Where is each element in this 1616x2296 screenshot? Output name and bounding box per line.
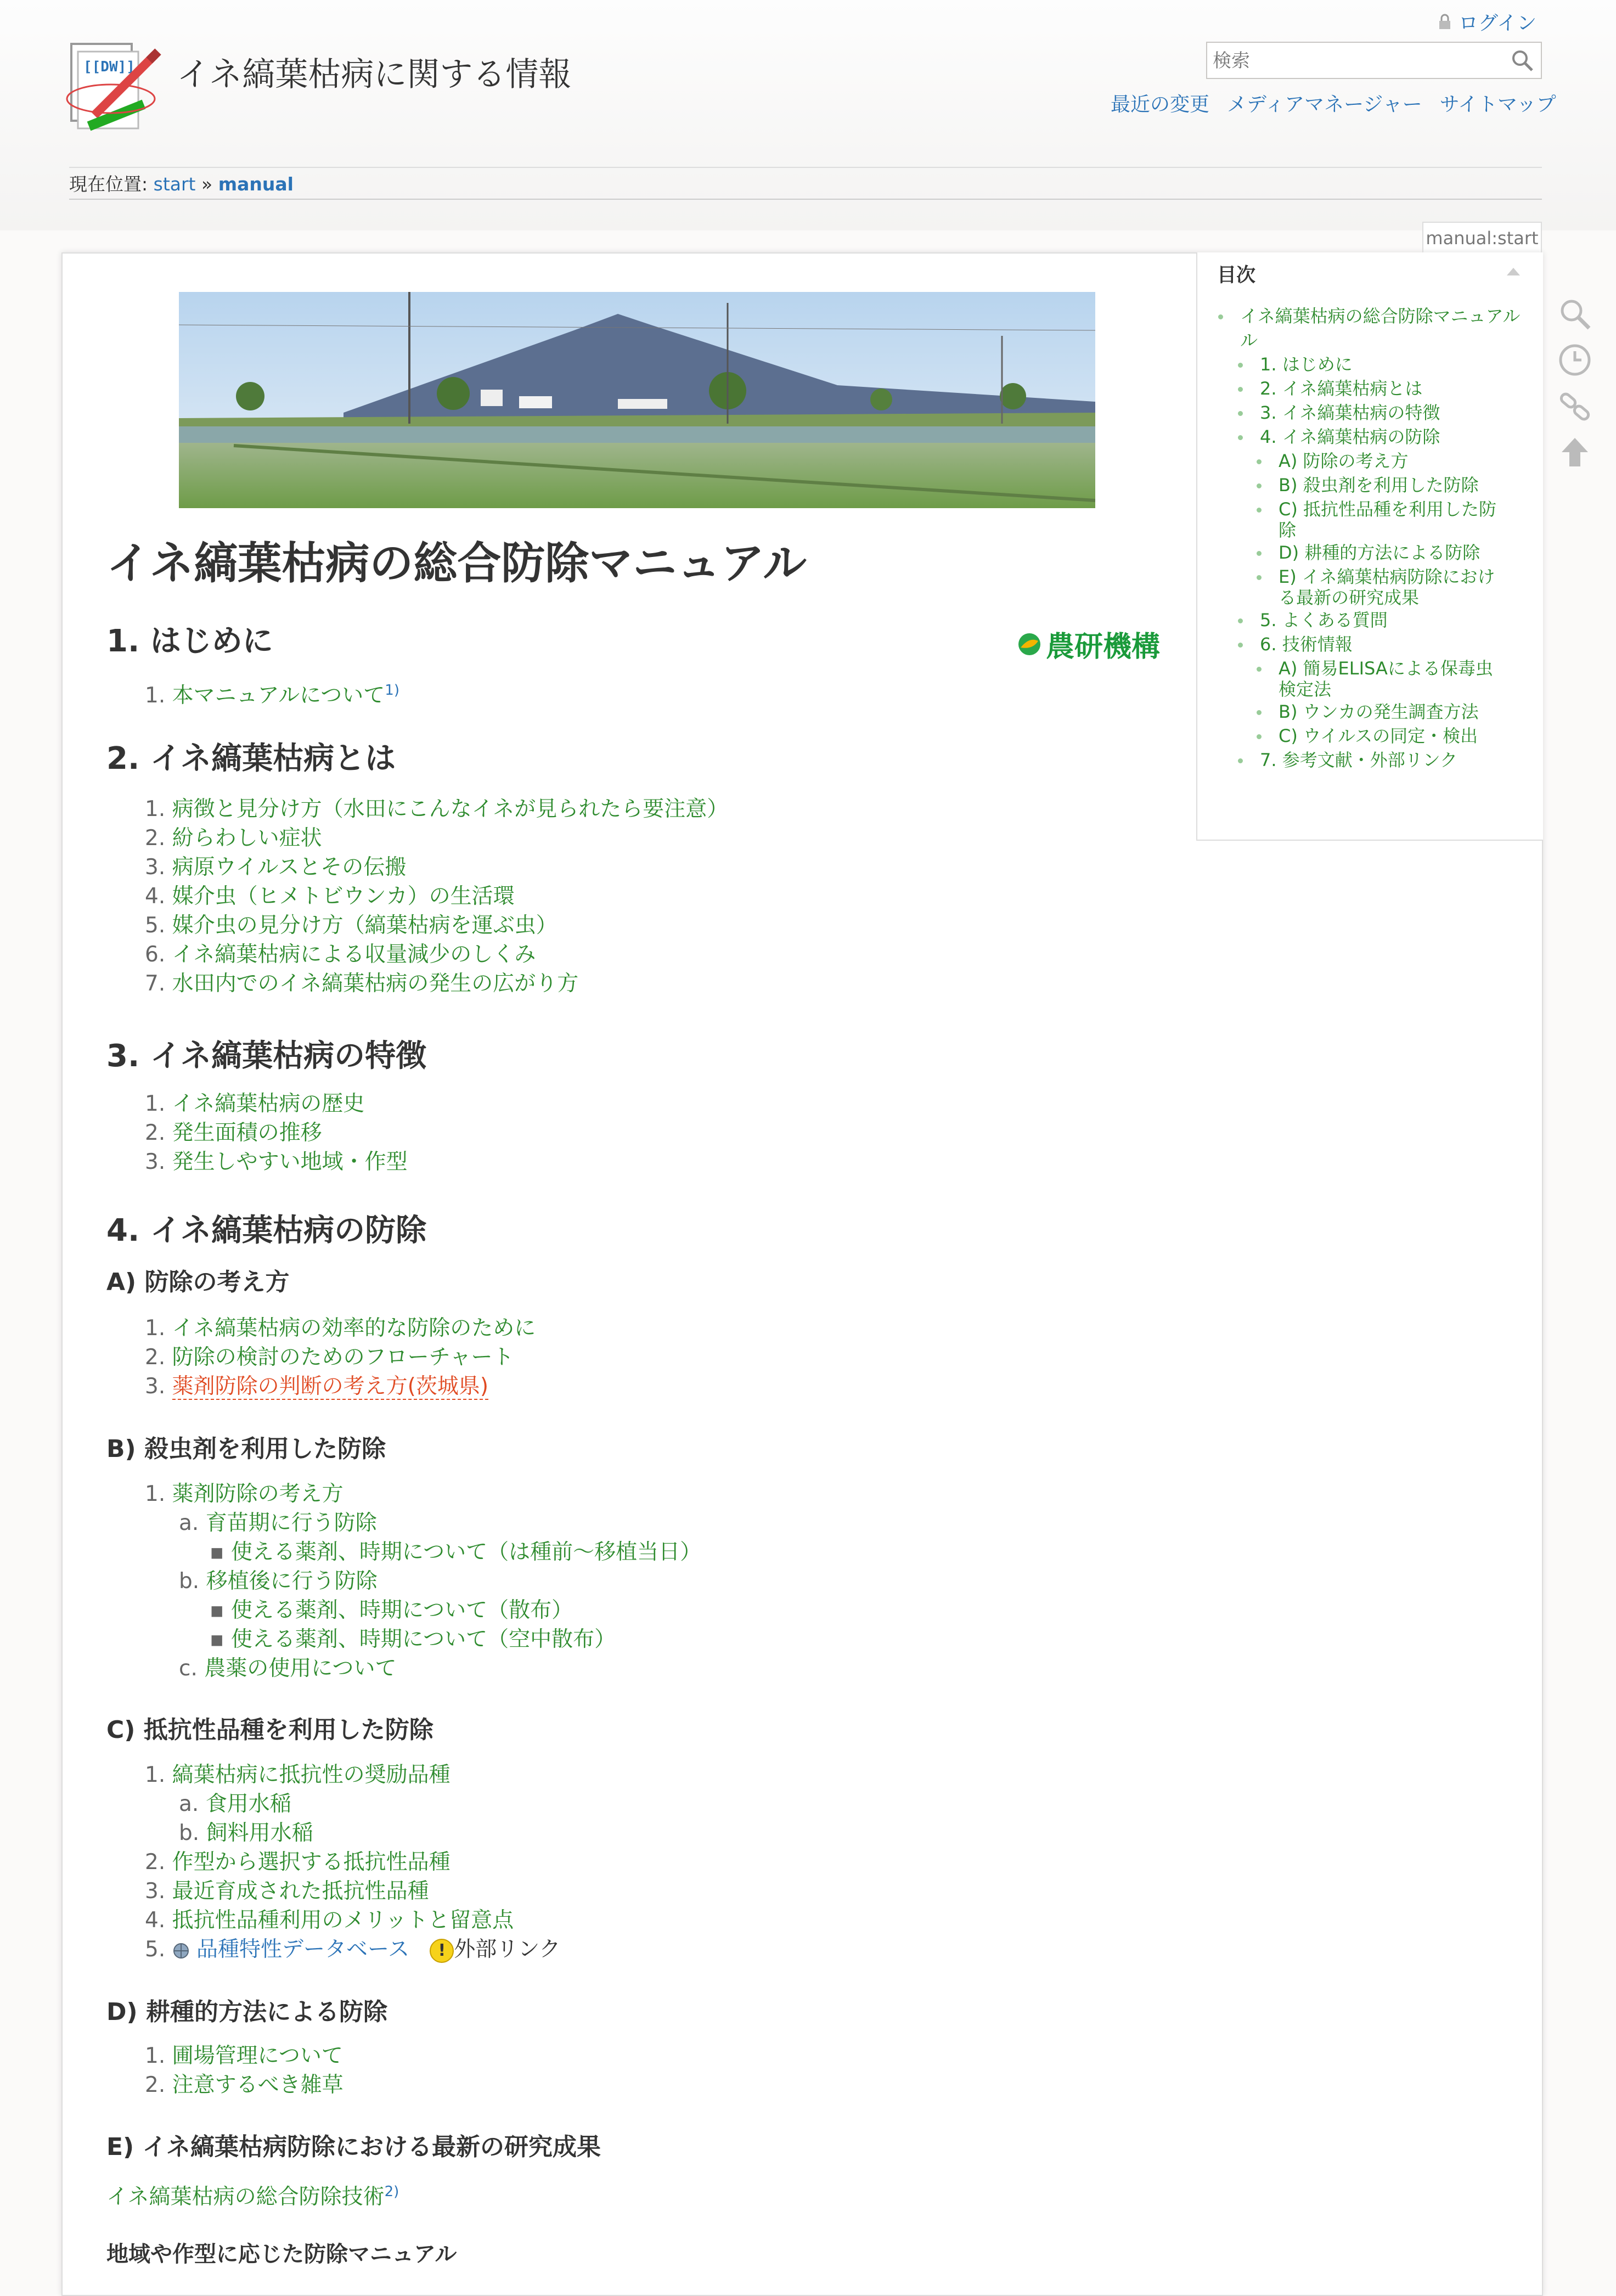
list-item: 3. 最近育成された抵抗性品種 <box>145 1879 429 1904</box>
list-item: c. 農薬の使用について <box>179 1656 397 1681</box>
list-link[interactable]: 注意するべき雑草 <box>172 2073 344 2097</box>
list-link[interactable]: 紛らわしい症状 <box>172 826 322 851</box>
list-link[interactable]: 縞葉枯病に抵抗性の奨励品種 <box>172 1763 451 1787</box>
ordered-list <box>145 2041 344 2100</box>
list-item: ▪ 使える薬剤、時期について（は種前～移植当日） <box>210 1540 702 1565</box>
list-link[interactable]: 媒介虫の見分け方（縞葉枯病を運ぶ虫） <box>172 913 558 938</box>
naro-leaf-icon <box>1016 631 1043 657</box>
list-item: 1. 病徴と見分け方（水田にこんなイネが見られたら要注意） <box>145 797 729 821</box>
svg-text:[[DW]]: [[DW]] <box>83 59 135 75</box>
toc-item[interactable]: D) 耕種的方法による防除 <box>1257 541 1525 565</box>
naro-logo-text: 農研機構 <box>1046 631 1161 663</box>
toc-item[interactable]: E) イネ縞葉枯病防除におけ <box>1257 565 1525 587</box>
media-manager-link[interactable]: メディアマネージャー <box>1227 93 1422 116</box>
list-item: 2. 発生面積の推移 <box>145 1121 322 1145</box>
ordered-list <box>145 1089 408 1177</box>
list-link[interactable]: 媒介虫（ヒメトビウンカ）の生活環 <box>172 884 515 909</box>
toc-item[interactable]: A) 簡易ELISAによる保毒虫 <box>1257 656 1525 679</box>
lock-icon <box>1438 14 1452 30</box>
warning-icon: ! <box>430 1939 454 1963</box>
breadcrumb-current[interactable]: manual <box>218 173 294 195</box>
search-box <box>1206 42 1542 79</box>
toc-item-cont[interactable]: ル <box>1240 330 1258 351</box>
toc-item[interactable]: 1. はじめに <box>1238 352 1525 376</box>
toc-item[interactable]: A) 防除の考え方 <box>1257 449 1525 473</box>
list-item: 1. イネ縞葉枯病の歴史 <box>145 1091 365 1116</box>
list-link[interactable]: 防除の検討のためのフローチャート <box>172 1345 514 1370</box>
external-link[interactable]: 品種特性データベース <box>196 1937 410 1962</box>
list-item: 1. 縞葉枯病に抵抗性の奨励品種 <box>145 1763 451 1787</box>
toc-item[interactable]: 2. イネ縞葉枯病とは <box>1238 376 1525 401</box>
missing-page-link[interactable]: 薬剤防除の判断の考え方(茨城県) <box>172 1374 489 1399</box>
footnote-ref[interactable]: 2) <box>384 2184 399 2200</box>
toc-title[interactable]: 目次 <box>1217 265 1256 286</box>
subheading: 地域や作型に応じた防除マニュアル <box>106 2242 457 2267</box>
list-item: ▪ 使える薬剤、時期について（空中散布） <box>210 1627 616 1652</box>
recent-changes-link[interactable]: 最近の変更 <box>1111 93 1210 116</box>
breadcrumb-separator: » <box>201 173 213 195</box>
list-item: 3. 病原ウイルスとその伝搬 <box>145 855 407 880</box>
list-link[interactable]: 抵抗性品種利用のメリットと留意点 <box>172 1908 514 1933</box>
list-link[interactable]: 病原ウイルスとその伝搬 <box>172 855 407 880</box>
toc-list <box>1218 304 1525 772</box>
toc-item[interactable]: C) ウイルスの同定・検出 <box>1257 724 1525 748</box>
toc-toggle-icon[interactable] <box>1507 268 1520 275</box>
subsection-heading: E) イネ縞葉枯病防除における最新の研究成果 <box>106 2133 601 2161</box>
toc-item-cont[interactable]: 検定法 <box>1279 679 1332 700</box>
backlinks-icon[interactable] <box>1557 389 1592 424</box>
subsection-heading: B) 殺虫剤を利用した防除 <box>106 1435 386 1463</box>
ordered-list <box>145 795 728 998</box>
back-to-top-icon[interactable] <box>1557 435 1592 470</box>
list-item: a. 育苗期に行う防除 <box>179 1511 377 1535</box>
ordered-list <box>145 1760 561 1964</box>
naro-logo <box>1016 623 1160 665</box>
login-link[interactable] <box>1438 8 1536 36</box>
subsection-heading: A) 防除の考え方 <box>106 1268 290 1296</box>
list-link[interactable]: 移植後に行う防除 <box>206 1569 378 1594</box>
toc-item-cont[interactable]: 除 <box>1279 520 1297 541</box>
list-item: b. 移植後に行う防除 <box>179 1569 378 1594</box>
subsection-heading: C) 抵抗性品種を利用した防除 <box>106 1716 433 1744</box>
list-link[interactable]: 病徴と見分け方（水田にこんなイネが見られたら要注意） <box>172 797 729 821</box>
list-item: 1. 本マニュアルについて$^{1)}$ <box>145 682 399 708</box>
toc-item[interactable]: B) 殺虫剤を利用した防除 <box>1257 473 1525 497</box>
search-icon[interactable] <box>1510 48 1534 72</box>
list-item: 5. 品種特性データベース ! 外部リンク <box>145 1937 561 1962</box>
list-item: 2. 紛らわしい症状 <box>145 826 322 851</box>
list-item: 1. 薬剤防除の考え方 <box>145 1482 344 1506</box>
paragraph <box>106 2177 399 2211</box>
list-link[interactable]: 農薬の使用について <box>204 1656 397 1681</box>
breadcrumb <box>69 170 294 196</box>
globe-icon <box>172 1942 190 1960</box>
list-link[interactable]: 本マニュアルについて <box>172 683 385 708</box>
list-item: 3. 発生しやすい地域・作型 <box>145 1150 408 1174</box>
list-item: 3. 薬剤防除の判断の考え方(茨城県) <box>145 1374 489 1399</box>
login-label: ログイン <box>1459 12 1537 35</box>
list-link[interactable]: 発生しやすい地域・作型 <box>172 1150 408 1174</box>
site-logo[interactable] <box>61 33 164 135</box>
list-item: 1. 圃場管理について <box>145 2044 343 2068</box>
section-heading: 2. イネ縞葉枯病とは <box>106 741 396 776</box>
list-item: 4. 媒介虫（ヒメトビウンカ）の生活環 <box>145 884 515 909</box>
list-link[interactable]: 育苗期に行う防除 <box>205 1511 377 1535</box>
toc-item[interactable]: C) 抵抗性品種を利用した防 <box>1257 497 1525 520</box>
list-link[interactable]: イネ縞葉枯病の歴史 <box>172 1091 365 1116</box>
list-link[interactable]: 食用水稲 <box>205 1792 291 1816</box>
list-link[interactable]: イネ縞葉枯病による収量減少のしくみ <box>172 942 536 967</box>
list-link[interactable]: 水田内でのイネ縞葉枯病の発生の広がり方 <box>172 971 579 996</box>
toc-item[interactable]: 6. 技術情報 <box>1238 632 1525 656</box>
search-icon[interactable] <box>1557 296 1592 331</box>
breadcrumb-start[interactable]: start <box>153 173 196 195</box>
page-id: manual:start <box>1422 222 1542 254</box>
ordered-list <box>145 1314 536 1401</box>
list-item: 2. 防除の検討のためのフローチャート <box>145 1345 514 1370</box>
list-item: 6. イネ縞葉枯病による収量減少のしくみ <box>145 942 536 967</box>
breadcrumb-label: 現在位置: <box>69 173 148 195</box>
section-heading: 3. イネ縞葉枯病の特徴 <box>106 1038 427 1074</box>
banner-image <box>179 292 1095 508</box>
search-input[interactable] <box>1212 46 1499 76</box>
list-link[interactable]: 使える薬剤、時期について（は種前～移植当日） <box>230 1540 702 1565</box>
list-link[interactable]: 発生面積の推移 <box>172 1121 322 1145</box>
list-item: b. 飼料用水稲 <box>179 1821 313 1845</box>
history-icon[interactable] <box>1557 342 1592 378</box>
list-link[interactable]: イネ縞葉枯病の効率的な防除のために <box>172 1316 536 1341</box>
external-link-note: 外部リンク <box>454 1937 561 1962</box>
page-tools <box>1557 296 1592 481</box>
toc-item-cont[interactable]: る最新の研究成果 <box>1279 587 1420 608</box>
list-link[interactable]: 薬剤防除の考え方 <box>172 1482 344 1506</box>
site-title[interactable]: イネ縞葉枯病に関する情報 <box>177 55 572 94</box>
list-item: a. 食用水稲 <box>179 1792 291 1816</box>
divider <box>69 199 1542 200</box>
section-heading: 1. はじめに <box>106 623 273 659</box>
list-item: 2. 注意するべき雑草 <box>145 2073 344 2097</box>
section-heading: 4. イネ縞葉枯病の防除 <box>106 1213 427 1248</box>
list-item: 1. イネ縞葉枯病の効率的な防除のために <box>145 1316 536 1341</box>
toc-item[interactable]: イネ縞葉枯病の総合防除マニュアル <box>1218 304 1525 328</box>
ordered-list <box>145 1479 701 1683</box>
list-link[interactable]: 最近育成された抵抗性品種 <box>172 1879 429 1904</box>
research-link[interactable]: イネ縞葉枯病の総合防除技術 <box>106 2185 385 2209</box>
list-link[interactable]: 飼料用水稲 <box>206 1821 313 1845</box>
toc-panel <box>1196 252 1543 841</box>
sitemap-link[interactable]: サイトマップ <box>1439 93 1556 116</box>
toc-item[interactable]: B) ウンカの発生調査方法 <box>1257 700 1525 724</box>
list-item: 7. 水田内でのイネ縞葉枯病の発生の広がり方 <box>145 971 579 996</box>
list-link[interactable]: 使える薬剤、時期について（散布） <box>230 1598 573 1623</box>
list-item: 5. 媒介虫の見分け方（縞葉枯病を運ぶ虫） <box>145 913 558 938</box>
toc-item[interactable]: 5. よくある質問 <box>1238 608 1525 632</box>
subsection-heading: D) 耕種的方法による防除 <box>106 1998 387 2026</box>
site-tools <box>1111 89 1556 117</box>
list-item: 2. 作型から選択する抵抗性品種 <box>145 1850 451 1875</box>
list-item: ▪ 使える薬剤、時期について（散布） <box>210 1598 573 1623</box>
divider <box>69 167 1542 168</box>
toc-item[interactable]: 3. イネ縞葉枯病の特徴 <box>1238 401 1525 425</box>
toc-item[interactable]: 4. イネ縞葉枯病の防除 <box>1238 425 1525 449</box>
page-title: イネ縞葉枯病の総合防除マニュアル <box>106 538 807 589</box>
toc-item[interactable]: 7. 参考文献・外部リンク <box>1238 748 1525 772</box>
list-link[interactable]: 作型から選択する抵抗性品種 <box>172 1850 451 1875</box>
list-link[interactable]: 使える薬剤、時期について（空中散布） <box>230 1627 616 1652</box>
list-link[interactable]: 圃場管理について <box>172 2044 343 2068</box>
list-item: 4. 抵抗性品種利用のメリットと留意点 <box>145 1908 514 1933</box>
footnote-ref[interactable]: 1) <box>385 682 399 699</box>
